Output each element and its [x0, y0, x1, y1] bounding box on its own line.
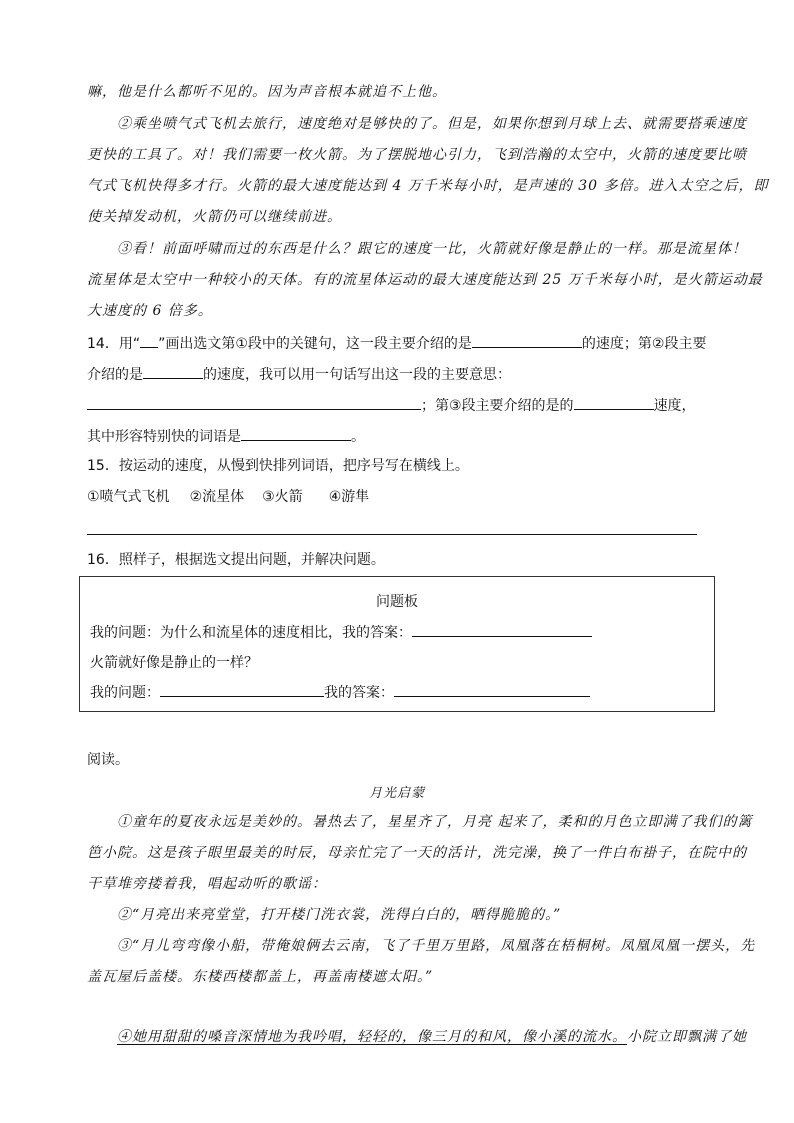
passage-line: ④她用甜甜的嗓音深情地为我吟唱，轻轻的，像三月的和风，像小溪的流水。小院立即飘满了她	[117, 1029, 747, 1045]
passage-line: 更快的工具了。对！我们需要一枚火箭。为了摆脱地心引力，飞到浩瀚的太空中，火箭的速度要比喷	[87, 147, 747, 163]
board-row-3: 我的问题： 我的答案：	[90, 682, 590, 702]
passage-line: ③看！前面呼啸而过的东西是什么？跟它的速度一比，火箭就好像是静止的一样。那是流星体！	[117, 241, 747, 257]
answer-blank[interactable]	[574, 395, 654, 410]
passage-line: 使关掉发动机，火箭仍可以继续前进。	[87, 209, 342, 225]
answer-blank[interactable]	[472, 333, 582, 348]
answer-blank[interactable]	[143, 364, 203, 379]
answer-line[interactable]	[87, 534, 697, 535]
passage-line: ②乘坐喷气式飞机去旅行，速度绝对是够快的了。但是，如果你想到月球上去、就需要搭乘速度	[117, 116, 747, 132]
option: ③火箭	[262, 489, 303, 505]
question-14-line3: ；第③段主要介绍的是的 速度，	[87, 395, 696, 415]
board-row-2: 火箭就好像是静止的一样？	[90, 655, 258, 671]
passage-line: 大速度的 6 倍多。	[87, 303, 213, 319]
question-15-stem: 15．按运动的速度，从慢到快排列词语，把序号写在横线上。	[87, 458, 469, 474]
question-14-line1: 14．用“ ”画出选文第①段中的关键句，这一段主要介绍的是 的速度；第②段主要	[87, 333, 706, 353]
answer-blank[interactable]	[160, 682, 324, 697]
passage-title: 月光启蒙	[368, 786, 425, 801]
question-15-options	[87, 488, 369, 506]
passage-line: 气式飞机快得多才行。火箭的最大速度能达到 4 万千米每小时，是声速的 30 多倍。进入太空之后，即	[87, 178, 769, 194]
question-14-line4: 其中形容特别快的词语是 。	[87, 426, 365, 446]
passage-line: 嘛，他是什么都听不见的。因为声音根本就追不上他。	[87, 84, 447, 100]
option: ①喷气式飞机	[87, 489, 170, 505]
board-row-1: 我的问题：为什么和流星体的速度相比，我的答案：	[90, 622, 592, 642]
reading-label: 阅读。	[87, 752, 129, 768]
passage-line: 流星体是太空中一种较小的天体。有的流星体运动的最大速度能达到 25 万千米每小时，是火箭运动最	[87, 272, 763, 288]
answer-blank[interactable]	[140, 333, 158, 348]
question-board	[79, 576, 715, 712]
passage-line: 笆小院。这是孩子眼里最美的时辰，母亲忙完了一天的活计，洗完澡，换了一件白布褂子，在院中的	[87, 845, 747, 861]
passage-line: ③“月儿弯弯像小船，带俺娘俩去云南，飞了千里万里路，凤凰落在梧桐树。凤凰凤凰一摆头，先	[117, 938, 756, 954]
option: ②流星体	[189, 489, 245, 505]
passage-line: 干草堆旁搂着我，唱起动听的歌谣：	[87, 876, 327, 892]
underlined-sentence: ④她用甜甜的嗓音深情地为我吟唱，轻轻的，像三月的和风，像小溪的流水。	[117, 1029, 627, 1045]
question-14-line2: 介绍的是 的速度，我可以用一句话写出这一段的主要意思：	[87, 364, 511, 384]
passage-line: ①童年的夏夜永远是美妙的。暑热去了，星星齐了，月亮 起来了，柔和的月色立即满了我们的篱	[117, 814, 753, 830]
passage-line: ②“月亮出来亮堂堂，打开楼门洗衣裳，洗得白白的，晒得脆脆的。”	[117, 907, 562, 923]
answer-blank[interactable]	[394, 682, 590, 697]
board-title: 问题板	[376, 594, 418, 610]
question-16-stem: 16．照样子，根据选文提出问题，并解决问题。	[87, 552, 385, 568]
option: ④游隼	[328, 489, 370, 505]
answer-blank[interactable]	[87, 395, 421, 410]
answer-blank[interactable]	[412, 622, 592, 637]
passage-line: 盖瓦屋后盖楼。东楼西楼都盖上，再盖南楼遮太阳。”	[87, 969, 434, 985]
answer-blank[interactable]	[241, 426, 351, 441]
